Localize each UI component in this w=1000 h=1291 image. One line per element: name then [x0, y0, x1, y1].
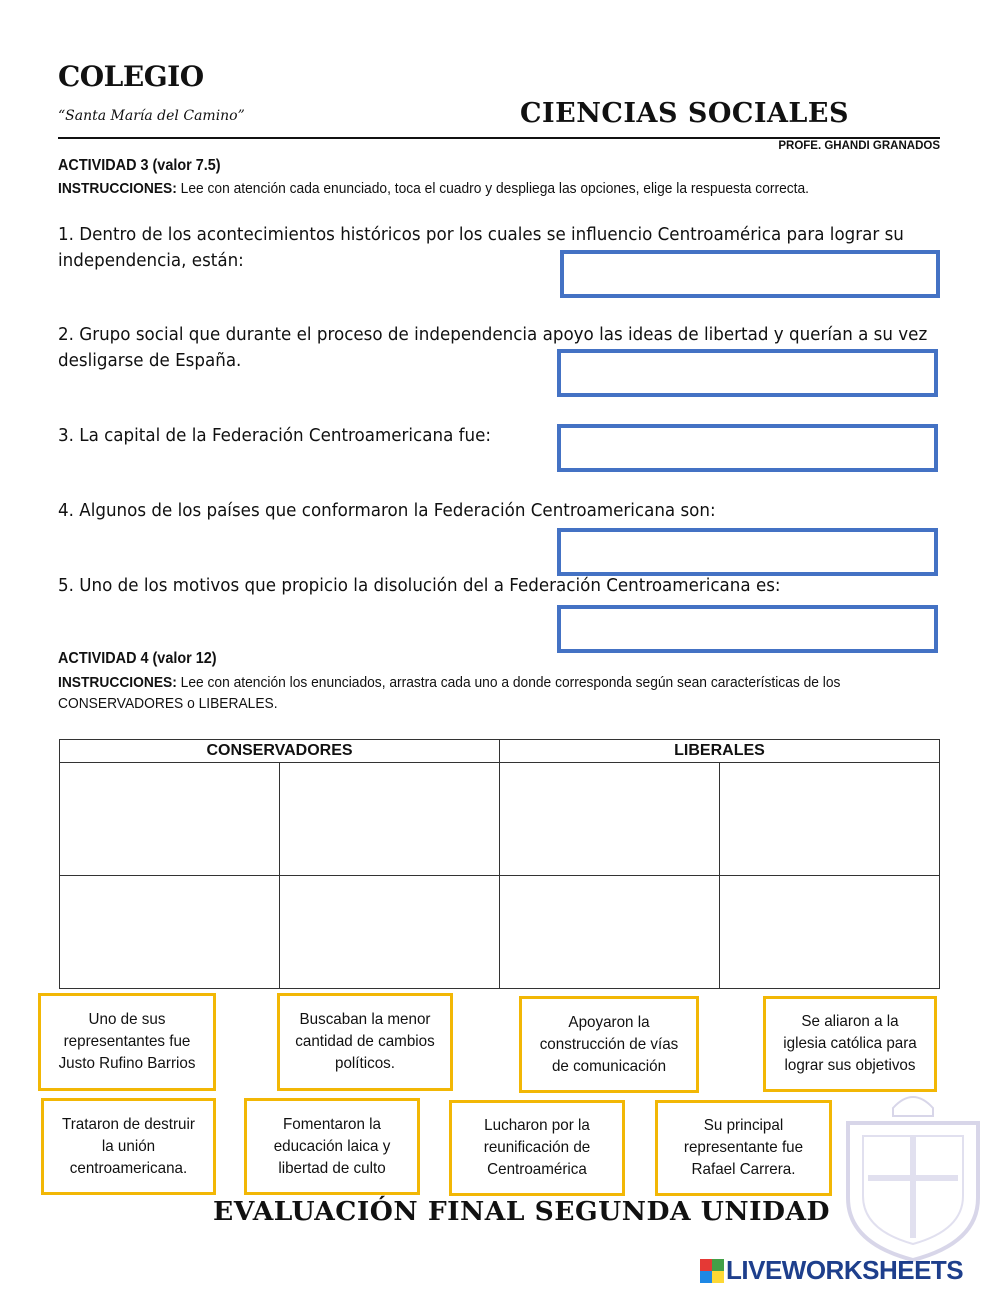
- instructions-label: INSTRUCCIONES:: [58, 180, 177, 197]
- column-header-conservadores: CONSERVADORES: [60, 740, 500, 763]
- activity3-title: ACTIVIDAD 3 (valor 7.5): [58, 157, 221, 174]
- drop-zone-conservadores[interactable]: [60, 763, 280, 876]
- answer-1-dropdown[interactable]: [560, 250, 940, 298]
- drop-zone-conservadores[interactable]: [280, 876, 500, 989]
- activity3-instructions: [58, 178, 932, 199]
- card-text: Se aliaron a la iglesia católica para lograr sus objetivos: [783, 1013, 917, 1074]
- question-2: 2. Grupo social que durante el proceso de independencia apoyo las ideas de libertad y querían a su vez desligarse de España.: [58, 325, 928, 371]
- question-3: 3. La capital de la Federación Centroamericana fue:: [58, 426, 492, 446]
- card-text: Lucharon por la reunificación de Centroamérica: [483, 1117, 591, 1178]
- school-name: COLEGIO: [58, 60, 204, 93]
- teacher-name: PROFE. GHANDI GRANADOS: [778, 140, 940, 152]
- card-text: Trataron de destruir la unión centroamericana.: [62, 1115, 195, 1177]
- drop-zone-conservadores[interactable]: [60, 876, 280, 989]
- answer-5-dropdown[interactable]: [557, 605, 938, 653]
- subject-title: CIENCIAS SOCIALES: [520, 98, 849, 129]
- drag-card[interactable]: [449, 1100, 625, 1196]
- instructions-label: INSTRUCCIONES:: [58, 674, 177, 691]
- instructions-text: Lee con atención los enunciados, arrastra cada uno a donde corresponda según sean características de los CONSERVADORES o LIBERALES.: [58, 674, 841, 712]
- answer-3-dropdown[interactable]: [557, 424, 938, 472]
- question-4: 4. Algunos de los países que conformaron la Federación Centroamericana son:: [58, 501, 716, 521]
- school-motto: “Santa María del Camino”: [58, 108, 245, 124]
- liveworksheets-logo: [700, 1255, 963, 1286]
- drag-card[interactable]: [38, 993, 216, 1091]
- card-text: Buscaban la menor cantidad de cambios políticos.: [295, 1011, 435, 1072]
- answer-4-dropdown[interactable]: [557, 528, 938, 576]
- activity4-title: ACTIVIDAD 4 (valor 12): [58, 650, 217, 667]
- drop-zone-liberales[interactable]: [720, 876, 940, 989]
- drop-zone-liberales[interactable]: [720, 763, 940, 876]
- activity4-instructions: [58, 672, 941, 714]
- school-seal-watermark: [838, 1078, 988, 1263]
- column-header-liberales: LIBERALES: [500, 740, 940, 763]
- sorting-table: [59, 739, 940, 989]
- question-5: 5. Uno de los motivos que propicio la disolución del a Federación Centroamericana es:: [58, 576, 781, 596]
- card-text: Fomentaron la educación laica y libertad de culto: [273, 1115, 391, 1177]
- drop-zone-conservadores[interactable]: [280, 763, 500, 876]
- question-1: 1. Dentro de los acontecimientos históricos por los cuales se influencio Centroamérica para lograr su independencia, están:: [58, 225, 904, 271]
- card-text: Uno de sus representantes fue Justo Rufino Barrios: [58, 1011, 196, 1072]
- instructions-text: Lee con atención cada enunciado, toca el cuadro y despliega las opciones, elige la respuesta correcta.: [176, 180, 809, 197]
- brand-text: LIVEWORKSHEETS: [726, 1255, 964, 1285]
- card-text: Su principal representante fue Rafael Carrera.: [683, 1117, 804, 1178]
- answer-2-dropdown[interactable]: [557, 349, 938, 397]
- drag-card[interactable]: [277, 993, 453, 1091]
- header-divider: [58, 137, 940, 139]
- drop-zone-liberales[interactable]: [500, 876, 720, 989]
- drag-card[interactable]: [655, 1100, 832, 1196]
- card-text: Apoyaron la construcción de vías de comunicación: [539, 1013, 679, 1075]
- drag-card[interactable]: [519, 996, 699, 1093]
- drag-card[interactable]: [41, 1098, 216, 1195]
- drop-zone-liberales[interactable]: [500, 763, 720, 876]
- drag-card[interactable]: [244, 1098, 420, 1195]
- liveworksheets-icon: [700, 1259, 724, 1283]
- evaluation-title: EVALUACIÓN FINAL SEGUNDA UNIDAD: [213, 1196, 830, 1227]
